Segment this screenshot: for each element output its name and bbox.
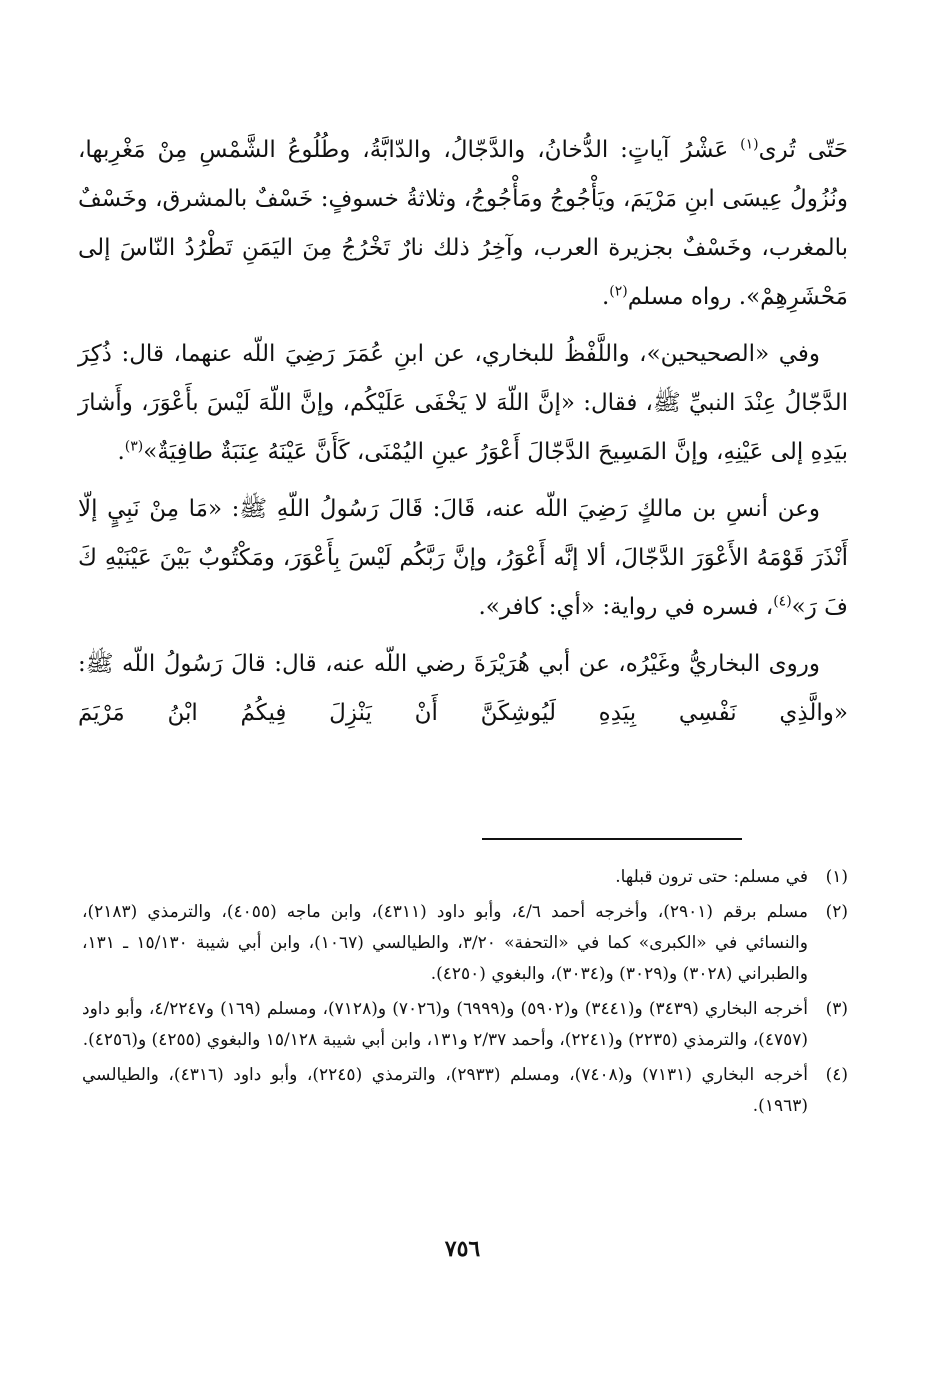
page-number: ٧٥٦ (444, 1236, 481, 1262)
paragraph-2-text: وفي «الصحيحين»، واللَّفْظُ للبخاري، عن ابنِ عُمَرَ رَضِيَ اللّه عنهما، قال: ذُكِرَ الدَّجّالُ عِنْدَ النبيِّ ﷺ، فقال: «إنَّ اللّهَ لا يَخْفَى عَلَيْكُم، وإنَّ اللّهَ لَيْسَ بأَعْوَرَ، وأَشارَ بيَدِهِ إلى عَيْنِهِ، وإنَّ المَسِيحَ الدَّجّالَ أَعْوَرُ عينِ اليُمْنَى، كَأَنَّ عَيْنَهُ عِنَبَةٌ طافِيَةٌ» (78, 341, 848, 465)
footnote-3 (82, 994, 848, 1056)
footnote-text: أخرجه البخاري (٧١٣١) و(٧٤٠٨)، ومسلم (٢٩٣٣)، والترمذي (٢٢٤٥)، وأبو داود (٤٣١٦)، والطيالسي (١٩٦٣). (82, 1065, 808, 1116)
footnote-2 (82, 897, 848, 990)
paragraph-3-end: ، فسره في رواية: «أي: كافر». (478, 594, 774, 620)
paragraph-1-rest: عَشْرُ آياتٍ: الدُّخانُ، والدَّجّالُ، والدّابَّةُ، وطُلُوعُ الشَّمْسِ مِنْ مَغْرِبها، ونُزُولُ عِيسَى ابنِ مَرْيَمَ، ويَأْجُوجُ ومَأْجُوجُ، وثلاثةُ خسوفٍ: خَسْفٌ بالمشرق، وخَسْفٌ بالمغرب، وخَسْفٌ بجزيرة العرب، وآخِرُ ذلك نارٌ تَخْرُجُ مِنَ اليَمَنِ تَطْرُدُ النّاسَ إلى مَحْشَرِهِمْ». رواه مسلم (78, 137, 848, 310)
footnote-1 (82, 862, 848, 893)
paragraph-3 (78, 485, 848, 632)
paragraph-4 (78, 640, 848, 738)
footnote-separator (482, 838, 742, 840)
paragraph-1 (78, 126, 848, 322)
paragraph-3-text: وعن أنسِ بن مالكٍ رَضِيَ اللّه عنه، قَالَ: قَالَ رَسُولُ اللّهِ ﷺ: «مَا مِنْ نَبِيٍ إلّا أَنْذَرَ قَوْمَهُ الأَعْوَرَ الدَّجّالَ، ألا إنَّه أَعْوَرُ، وإنَّ رَبَّكُم لَيْسَ بِأَعْوَرَ، ومَكْتُوبٌ بَيْنَ عَيْنَيْهِ كَ فَ رَ» (78, 496, 848, 620)
footnote-ref-4: (٤) (773, 593, 792, 610)
footnote-number: (١) (825, 867, 848, 887)
footnote-4 (82, 1060, 848, 1122)
footnote-text: مسلم برقم (٢٩٠١)، وأخرجه أحمد ٤/٦، وأبو داود (٤٣١١)، وابن ماجه (٤٠٥٥)، والترمذي (٢١٨٣)، والنسائي في «الكبرى» كما في «التحفة» ٣/٢٠، والطيالسي (١٠٦٧)، وابن أبي شيبة ١٥/١٣٠ ـ ١٣١، والطبراني (٣٠٢٨) و(٣٠٢٩) و(٣٠٣٤)، والبغوي (٤٢٥٠). (82, 902, 808, 984)
paragraph-1-end: . (601, 284, 610, 310)
paragraph-4-text: وروى البخاريُّ وغَيْرُه، عن أبي هُرَيْرَةَ رضي اللّه عنه، قال: قالَ رَسُولُ اللّه ﷺ: «والَّذِي نَفْسِي بِيَدِهِ لَيُوشِكَنَّ أَنْ يَنْزِلَ فِيكُمُ ابْنُ مَرْيَمَ (78, 651, 848, 726)
footnote-number: (٤) (825, 1065, 848, 1085)
footnote-text: أخرجه البخاري (٣٤٣٩) و(٣٤٤١) و(٥٩٠٢) و(٦٩٩٩) و(٧٠٢٦) و(٧١٢٨)، ومسلم (١٦٩) و٤/٢٢٤٧، وأبو داود (٤٧٥٧)، والترمذي (٢٢٣٥) و(٢٢٤١)، وأحمد ٢/٣٧ و١٣١، وابن أبي شيبة ١٥/١٢٨ والبغوي (٤٢٥٥) و(٤٢٥٦). (82, 999, 808, 1050)
footnote-ref-1: (١) (740, 136, 759, 153)
paragraph-2 (78, 330, 848, 477)
footnote-ref-2: (٢) (609, 283, 628, 300)
footnote-ref-3: (٣) (124, 438, 144, 455)
main-text (78, 126, 848, 738)
paragraph-1-text: حَتّى تُرى (758, 137, 848, 163)
footnotes (82, 862, 848, 1126)
footnote-text: في مسلم: حتى ترون قبلها. (615, 867, 808, 887)
footnote-number: (٢) (825, 902, 848, 922)
footnote-number: (٣) (825, 999, 848, 1019)
paragraph-2-end: . (117, 439, 125, 465)
